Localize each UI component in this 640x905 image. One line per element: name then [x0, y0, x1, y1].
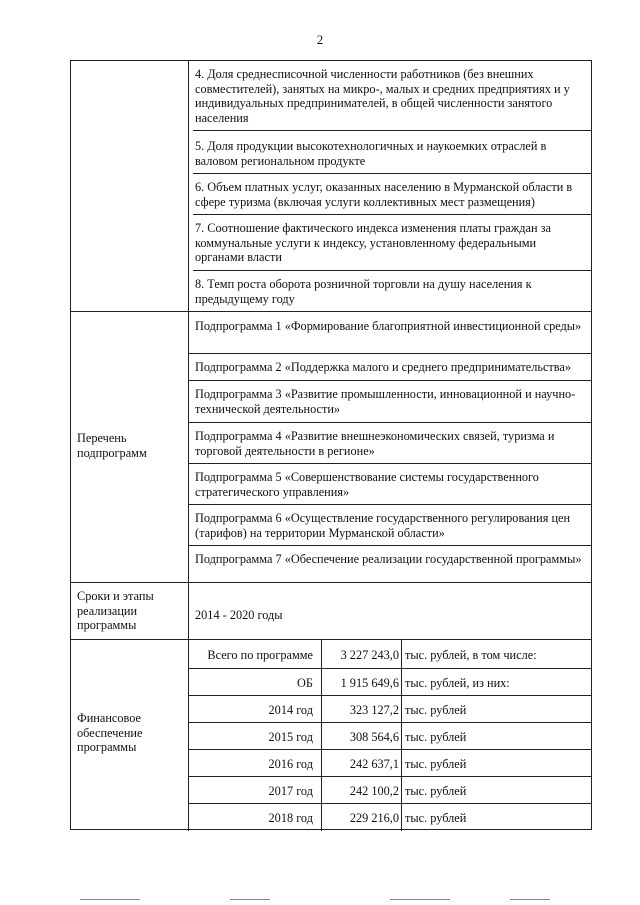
subprogram-item: Подпрограмма 5 «Совершенствование системы государственного стратегического управления» [195, 470, 539, 499]
row-divider [189, 545, 592, 546]
financing-row-label: 2017 год [268, 784, 313, 798]
row-divider [189, 803, 592, 804]
row-divider [189, 749, 592, 750]
indicator-item: 7. Соотношение фактического индекса изменения платы граждан за коммунальные услуги к индексу, установленному федеральными органами власти [195, 221, 551, 265]
financing-label: Финансовое обеспечение программы [77, 711, 143, 755]
financing-row-value: 242 637,1 [349, 757, 399, 771]
financing-row-value: 308 564,6 [349, 730, 399, 744]
financing-row-unit: тыс. рублей [405, 757, 467, 771]
row-divider [193, 270, 591, 271]
indicator-item: 8. Темп роста оборота розничной торговли на душу населения к предыдущему году [195, 277, 532, 306]
subprogram-item: Подпрограмма 3 «Развитие промышленности, инновационной и научно-технической деятельности» [195, 387, 576, 416]
financing-row [189, 697, 592, 723]
financing-row-label: 2018 год [268, 811, 313, 825]
financing-row-unit: тыс. рублей, в том числе: [405, 648, 537, 662]
financing-row-unit: тыс. рублей, из них: [405, 676, 510, 690]
row-divider [193, 130, 591, 131]
financing-row-unit: тыс. рублей [405, 811, 467, 825]
financing-row [189, 642, 592, 668]
row-divider [189, 504, 592, 505]
page-number: 2 [316, 32, 324, 47]
financing-row-unit: тыс. рублей [405, 784, 467, 798]
terms-label: Сроки и этапы реализации программы [77, 589, 154, 633]
financing-row-label: 2016 год [268, 757, 313, 771]
indicator-item: 4. Доля среднесписочной численности работников (без внешних совместителей), занятых на микро-, малых и средних предприятиях и у индивидуальных предпринимателей, в общей численности занятого населения [195, 67, 570, 125]
financing-row-value: 229 216,0 [349, 811, 399, 825]
footer-line [80, 899, 140, 900]
financing-row-label: 2015 год [268, 730, 313, 744]
financing-row-value: 1 915 649,6 [340, 676, 399, 690]
subprogram-item: Подпрограмма 6 «Осуществление государственного регулирования цен (тарифов) на территории Мурманской области» [195, 511, 571, 540]
footer-line [230, 899, 270, 900]
row-divider [193, 173, 591, 174]
row-divider [189, 422, 592, 423]
terms-value: 2014 - 2020 годы [195, 608, 283, 622]
row-divider [189, 380, 592, 381]
footer-line [510, 899, 550, 900]
row-divider [189, 695, 592, 696]
row-divider [193, 214, 591, 215]
subprogram-item: Подпрограмма 1 «Формирование благоприятной инвестиционной среды» [195, 319, 582, 333]
passport-table [70, 60, 592, 830]
row-divider [189, 353, 592, 354]
financing-row-value: 3 227 243,0 [340, 648, 399, 662]
section-divider [71, 582, 591, 583]
section-divider [71, 639, 591, 640]
row-divider [189, 776, 592, 777]
row-divider [189, 463, 592, 464]
financing-row [189, 778, 592, 804]
financing-row-unit: тыс. рублей [405, 730, 467, 744]
financing-row-label: 2014 год [268, 703, 313, 717]
financing-row [189, 670, 592, 696]
financing-row-label: Всего по программе [207, 648, 313, 662]
subprograms-label: Перечень подпрограмм [77, 431, 147, 460]
subprogram-item: Подпрограмма 4 «Развитие внешнеэкономических связей, туризма и торговой деятельности в регионе» [195, 429, 555, 458]
financing-row [189, 751, 592, 777]
financing-row-unit: тыс. рублей [405, 703, 467, 717]
subprogram-item: Подпрограмма 7 «Обеспечение реализации государственной программы» [195, 552, 582, 566]
footer-line [390, 899, 450, 900]
financing-row-value: 242 100,2 [349, 784, 399, 798]
financing-row [189, 724, 592, 750]
section-divider [71, 311, 591, 312]
financing-row-value: 323 127,2 [349, 703, 399, 717]
subprogram-item: Подпрограмма 2 «Поддержка малого и среднего предпринимательства» [195, 360, 572, 374]
financing-row [189, 805, 592, 831]
indicator-item: 6. Объем платных услуг, оказанных населению в Мурманской области в сфере туризма (включая услуги коллективных мест размещения) [195, 180, 573, 209]
row-divider [189, 722, 592, 723]
financing-row-label: ОБ [297, 676, 313, 690]
indicator-item: 5. Доля продукции высокотехнологичных и наукоемких отраслей в валовом региональном продукте [195, 139, 547, 168]
row-divider [189, 668, 592, 669]
